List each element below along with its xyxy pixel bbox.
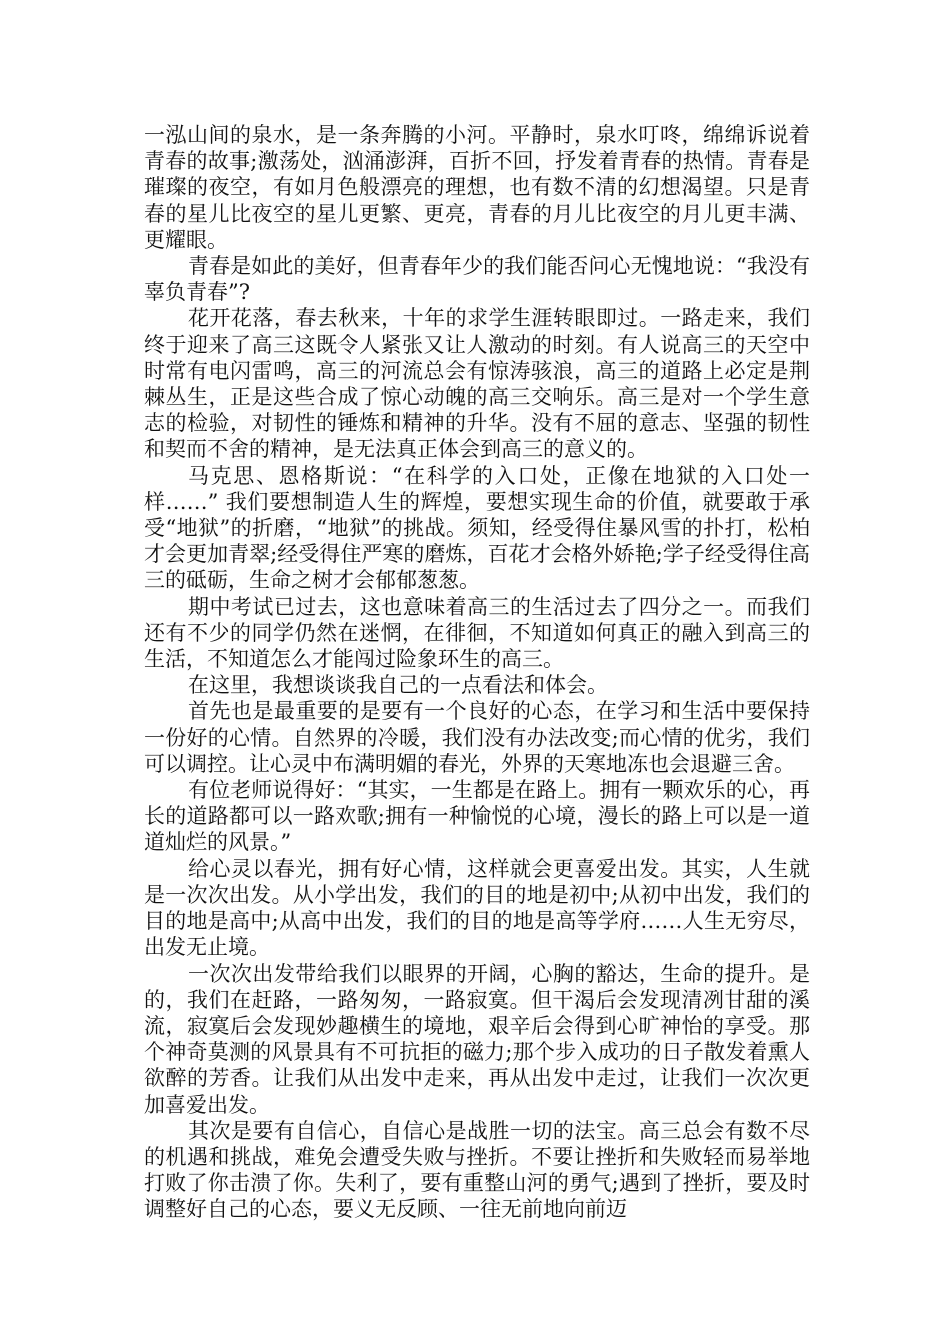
paragraph-senior-year-journey: 花开花落，春去秋来，十年的求学生涯转眼即过。一路走来，我们终于迎来了高三这既令人紧张又让人激动的时刻。有人说高三的天空中时常有电闪雷鸣，高三的河流总会有惊涛骇浪，高三的道路上必定是荆棘丛生，正是这些合成了惊心动魄的高三交响乐。高三是对一个学生意志的检验，对韧性的锤炼和精神的升华。没有不屈的意志、坚强的韧性和契而不舍的精神，是无法真正体会到高三的意义的。 — [144, 306, 810, 462]
document-page — [144, 122, 810, 1223]
paragraph-teacher-quote: 有位老师说得好：“其实，一生都是在路上。拥有一颗欢乐的心，再长的道路都可以一路欢歌;拥有一种愉悦的心境，漫长的路上可以是一道道灿烂的风景。” — [144, 778, 810, 855]
paragraph-good-mindset: 首先也是最重要的是要有一个良好的心态，在学习和生活中要保持一份好的心情。自然界的冷暖，我们没有办法改变;而心情的优劣，我们可以调控。让心灵中布满明媚的春光，外界的天寒地冻也会退避三舍。 — [144, 699, 810, 776]
paragraph-midterm: 期中考试已过去，这也意味着高三的生活过去了四分之一。而我们还有不少的同学仍然在迷惘，在徘徊，不知道如何真正的融入到高三的生活，不知道怎么才能闯过险象环生的高三。 — [144, 594, 810, 672]
paragraph-my-opinion: 在这里，我想谈谈我自己的一点看法和体会。 — [188, 673, 608, 698]
paragraph-self-confidence: 其次是要有自信心，自信心是战胜一切的法宝。高三总会有数不尽的机遇和挑战，难免会遭受失败与挫折。不要让挫折和失败轻而易举地打败了你击溃了你。失利了，要有重整山河的勇气;遇到了挫折，要及时调整好自己的心态，要义无反顾、一往无前地向前迈 — [144, 1118, 810, 1222]
paragraph-marx-engels-quote: 马克思、恩格斯说：“在科学的入口处，正像在地狱的入口处一样……” 我们要想制造人生的辉煌，要想实现生命的价值，就要敢于承受“地狱”的折磨，“地狱”的挑战。须知，经受得住暴风雪的扑打，松柏才会更加青翠;经受得住严寒的磨炼，百花才会格外娇艳;学子经受得住高三的砥砺，生命之树才会郁郁葱葱。 — [144, 463, 810, 593]
paragraph-spring-water: 一泓山间的泉水，是一条奔腾的小河。平静时，泉水叮咚，绵绵诉说着青春的故事;激荡处，汹涌澎湃，百折不回，抒发着青春的热情。青春是璀璨的夜空，有如月色般漂亮的理想，也有数不清的幻想渴望。只是青春的星儿比夜空的星儿更繁、更亮，青春的月儿比夜空的月儿更丰满、更耀眼。 — [144, 123, 810, 252]
paragraph-each-departure: 一次次出发带给我们以眼界的开阔，心胸的豁达，生命的提升。是的，我们在赶路，一路匆匆，一路寂寞。但干渴后会发现清冽甘甜的溪流，寂寞后会发现妙趣横生的境地，艰辛后会得到心旷神怡的享受。那个神奇莫测的风景具有不可抗拒的磁力;那个步入成功的日子散发着熏人欲醉的芳香。让我们从出发中走来，再从出发中走过，让我们一次次更加喜爱出发。 — [144, 961, 810, 1117]
paragraph-departure: 给心灵以春光，拥有好心情，这样就会更喜爱出发。其实，人生就是一次次出发。从小学出发，我们的目的地是初中;从初中出发，我们的目的地是高中;从高中出发，我们的目的地是高等学府……人生无穷尽，出发无止境。 — [144, 856, 810, 960]
paragraph-youth-question: 青春是如此的美好，但青春年少的我们能否问心无愧地说：“我没有辜负青春”? — [144, 254, 810, 305]
